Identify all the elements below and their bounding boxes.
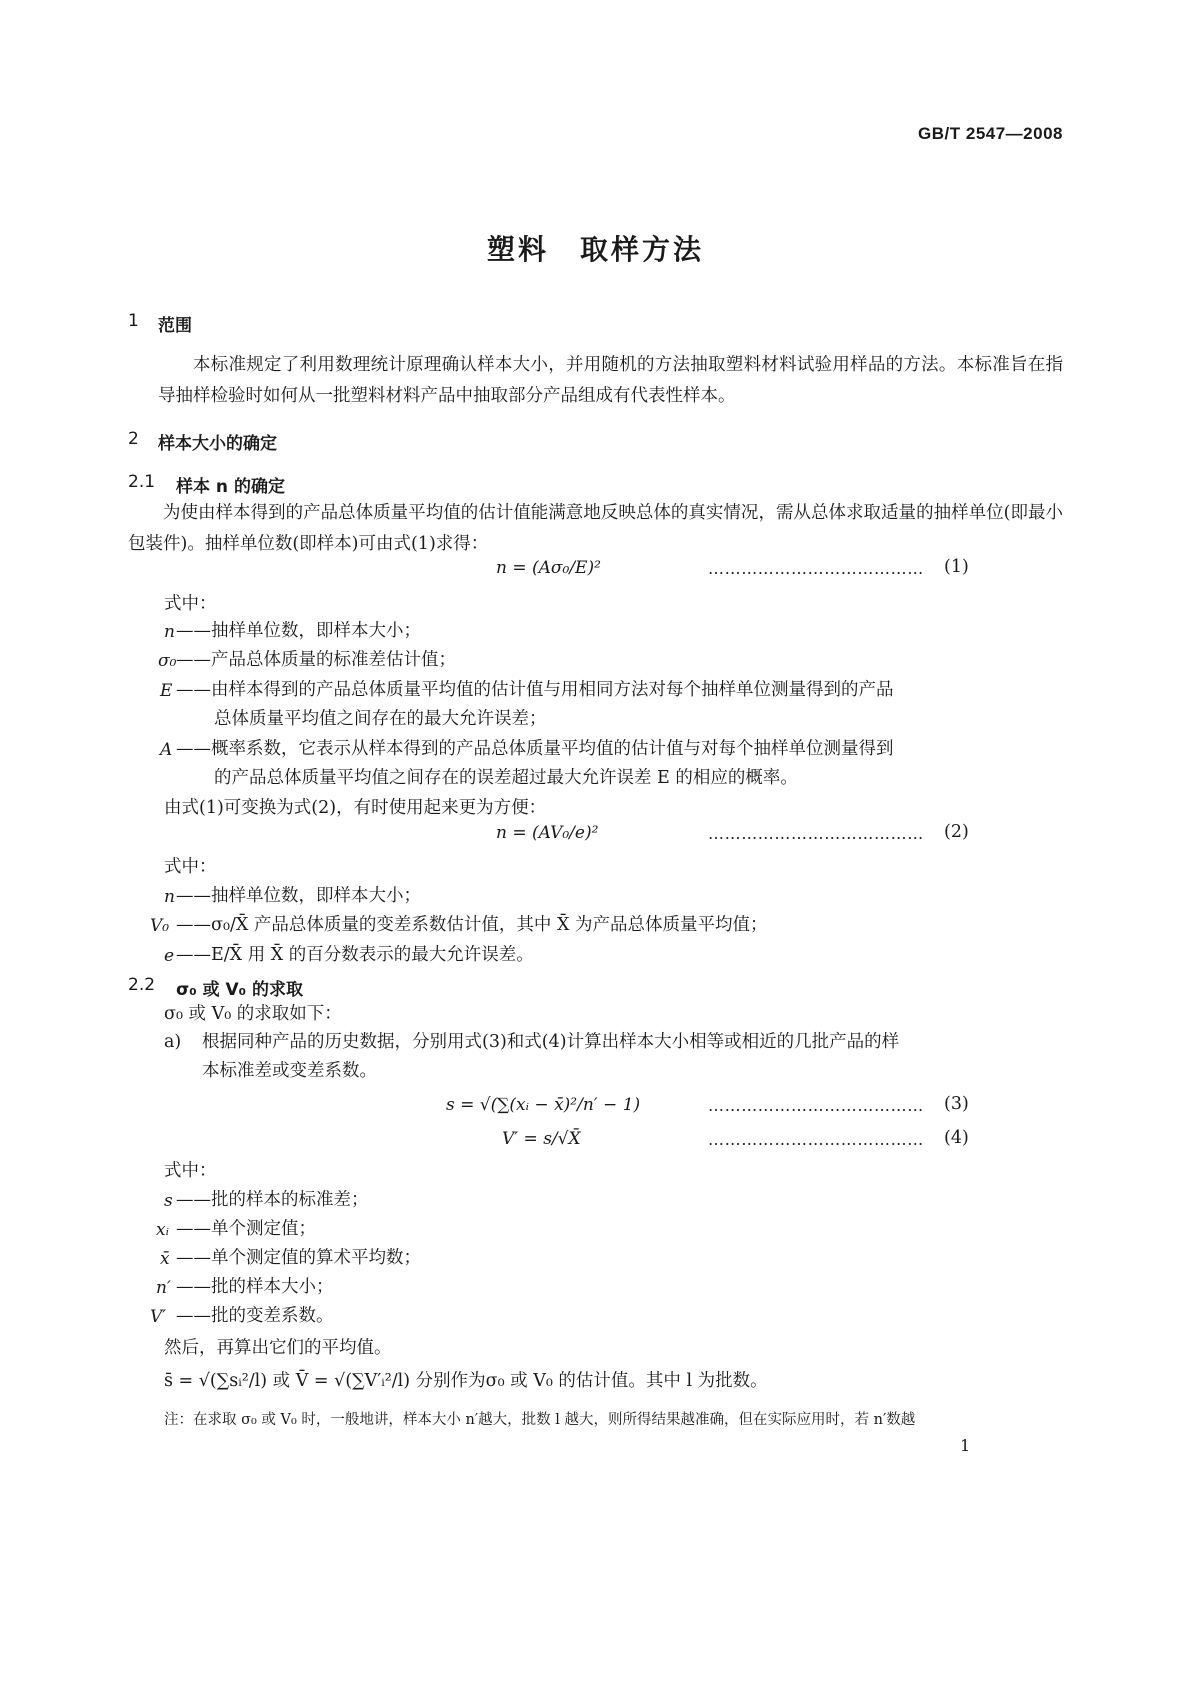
def2-symbol-e: e [164,946,175,966]
def3-symbol-Vprime: V′ [150,1307,167,1327]
section-1-number: 1 [128,311,139,331]
section-2-2-number: 2.2 [128,975,156,995]
where-label-1: 式中： [164,594,217,614]
equation-3: s = √(∑(xᵢ − x̄)²/n′ − 1) [446,1095,641,1115]
def-text-E-line1: ——由样本得到的产品总体质量平均值的估计值与用相同方法对每个抽样单位测量得到的产品 [176,680,894,700]
def-symbol-A: A [160,740,173,760]
page-number: 1 [960,1436,971,1455]
def-text-A-line1: ——概率系数，它表示从样本得到的产品总体质量平均值的估计值与对每个抽样单位测量得到 [176,739,894,759]
def2-text-V0: ——σ₀/X̄ 产品总体质量的变差系数估计值，其中 X̄ 为产品总体质量平均值； [176,915,768,935]
def-symbol-sigma0: σ₀ [158,651,177,671]
def-text-E-line2: 总体质量平均值之间存在的最大允许误差； [214,709,547,729]
def-text-A-line2: 的产品总体质量平均值之间存在的误差超过最大允许误差 E 的相应的概率。 [214,768,798,788]
section-2-1-title: 样本 n 的确定 [176,477,285,497]
equation-2-number: (2) [944,822,969,842]
section-2-1-number: 2.1 [128,472,156,492]
def3-symbol-xi: xᵢ [156,1220,170,1240]
def3-symbol-xbar: x̄ [160,1249,170,1269]
section-2-number: 2 [128,429,139,449]
then-sentence: 然后，再算出它们的平均值。 [164,1338,392,1358]
def2-text-n: ——抽样单位数，即样本大小； [176,886,421,906]
def-text-sigma0: ——产品总体质量的标准差估计值； [176,650,456,670]
note-text: 注：在求取 σ₀ 或 V₀ 时，一般地讲，样本大小 n′越大，批数 l 越大，则所得结果越准确，但在实际应用时，若 n′数越 [164,1412,916,1428]
transform-sentence: 由式(1)可变换为式(2)，有时使用起来更为方便： [164,798,547,818]
equation-4-leader: ………………………………… [708,1130,924,1149]
equation-4-number: (4) [944,1128,969,1148]
equation-1: n = (Aσ₀/E)² [496,558,601,578]
equation-3-number: (3) [944,1094,969,1114]
section-1-paragraph: 本标准规定了利用数理统计原理确认样本大小，并用随机的方法抽取塑料材料试验用样品的方法。本标准旨在指导抽样检验时如何从一批塑料材料产品中抽取部分产品组成有代表性样本。 [158,355,1063,406]
equation-4: V′ = s/√X̄ [502,1129,581,1149]
def3-text-xbar: ——单个测定值的算术平均数； [176,1248,421,1268]
average-estimate-sentence: s̄ = √(∑sᵢ²/l) 或 V̄ = √(∑V′ᵢ²/l) 分别作为σ₀ 或 V₀ 的估计值。其中 l 为批数。 [164,1371,768,1391]
standard-number: GB/T 2547—2008 [918,124,1063,143]
equation-1-number: (1) [944,557,969,577]
def3-symbol-s: s [164,1191,173,1211]
section-2-2-title: σ₀ 或 V₀ 的求取 [176,980,304,1000]
equation-2-leader: ………………………………… [708,824,924,843]
def2-symbol-V0: V₀ [150,916,170,936]
where-label-3: 式中： [164,1161,217,1181]
section-2-2-intro: σ₀ 或 V₀ 的求取如下： [164,1004,342,1024]
def-text-n: ——抽样单位数，即样本大小； [176,621,421,641]
section-2-title: 样本大小的确定 [158,434,277,454]
equation-3-leader: ………………………………… [708,1096,924,1115]
def3-text-nprime: ——批的样本大小； [176,1277,334,1297]
def2-symbol-n: n [164,887,175,907]
def2-text-e: ——E/X̄ 用 X̄ 的百分数表示的最大允许误差。 [176,945,534,965]
def-symbol-E: E [160,681,173,701]
equation-2: n = (AV₀/e)² [496,823,599,843]
item-a-line1: 根据同种产品的历史数据，分别用式(3)和式(4)计算出样本大小相等或相近的几批产品的样 [202,1032,900,1052]
def-symbol-n: n [164,622,175,642]
where-label-2: 式中： [164,857,217,877]
def3-text-Vprime: ——批的变差系数。 [176,1306,334,1326]
section-2-1-paragraph: 为使由样本得到的产品总体质量平均值的估计值能满意地反映总体的真实情况，需从总体求取适量的抽样单位(即最小包装件)。抽样单位数(即样本)可由式(1)求得： [128,503,1063,554]
section-1-title: 范围 [158,316,192,336]
document-title: 塑料 取样方法 [486,233,704,266]
def3-symbol-nprime: n′ [156,1278,171,1298]
equation-1-leader: ………………………………… [708,559,924,578]
item-a-line2: 本标准差或变差系数。 [202,1061,377,1081]
def3-text-xi: ——单个测定值； [176,1219,316,1239]
item-a-label: a) [164,1032,182,1052]
def3-text-s: ——批的样本的标准差； [176,1190,369,1210]
